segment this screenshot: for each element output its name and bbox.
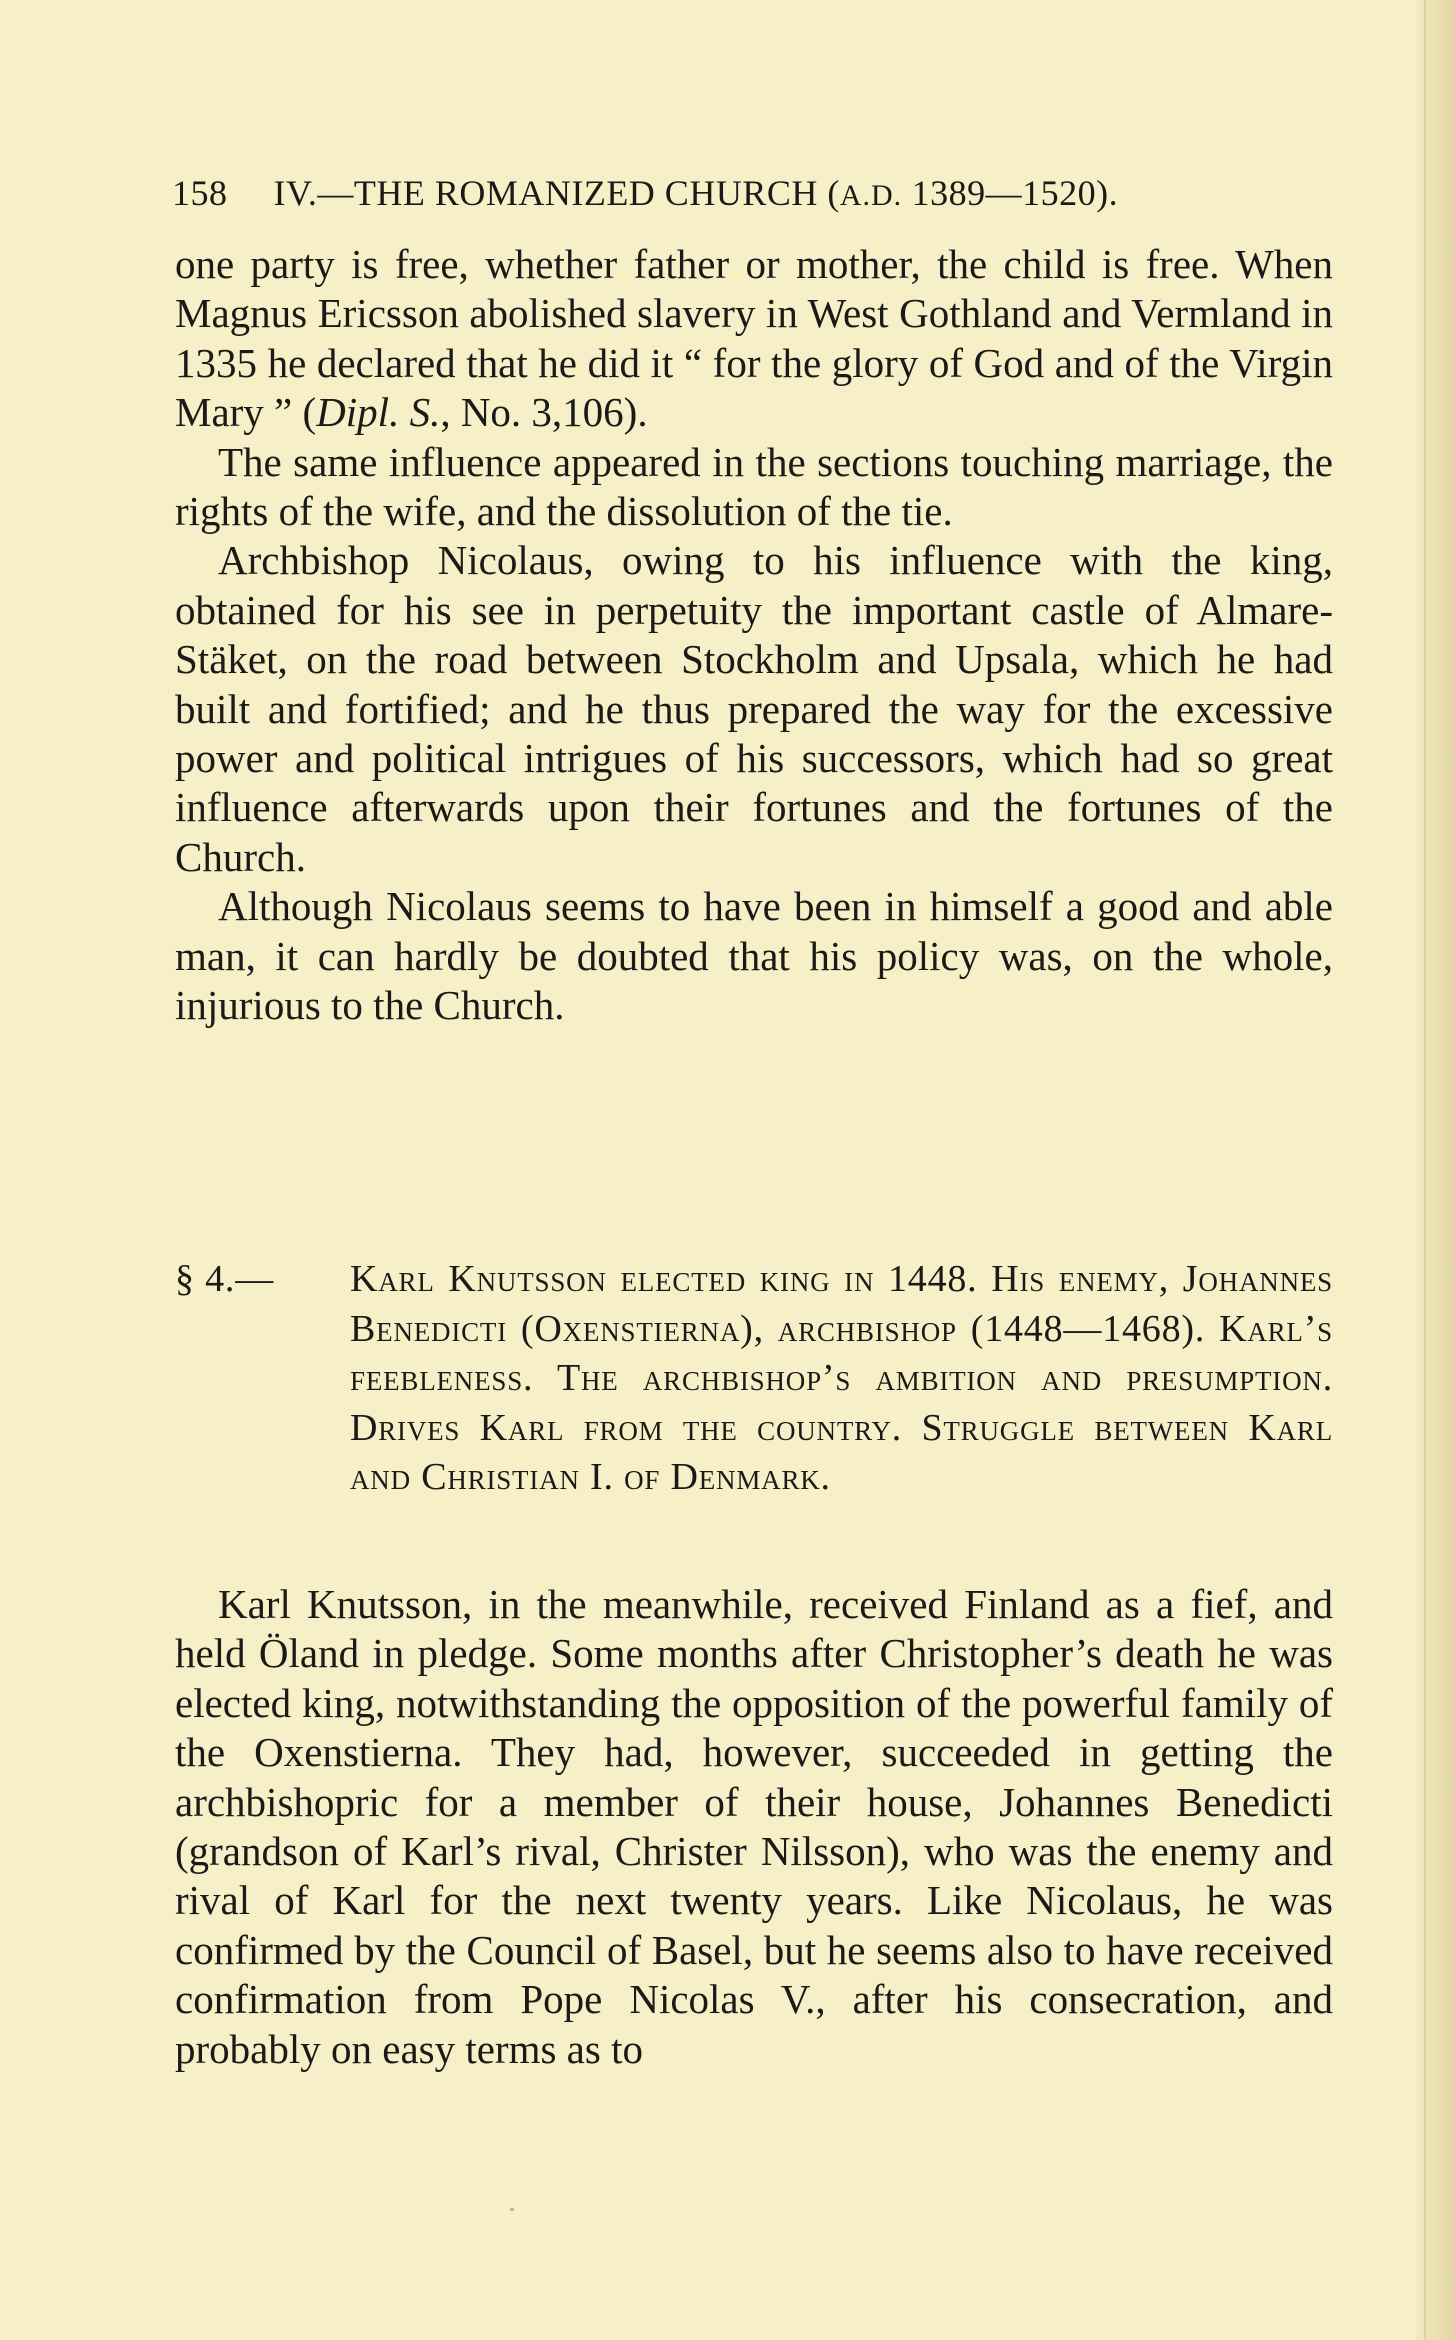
section-heading-text: Karl Knutsson elected king in 1448. His enemy, Johannes Benedicti (Oxenstierna), archbishop (1448—1468). Karl’s feebleness. The archbishop’s ambition and presumption. Drives Karl from the country. Struggle between Karl and Christian I. of Denmark. [350, 1258, 1333, 1498]
chapter-title: IV.—THE ROMANIZED CHURCH ( [273, 173, 840, 213]
paper-speck [510, 2208, 514, 2211]
paragraph-archbishop-nicolaus: Archbishop Nicolaus, owing to his influence with the king, obtained for his see in perpetuity the important castle of Almare-Stäket, on the road between Stockholm and Upsala, which he had built and fortified; and he thus prepared the way for the excessive power and political intrigues of his successors, which had so great influence afterwards upon their fortunes and the fortunes of the Church. [175, 537, 1333, 880]
citation-work: Dipl. S. [316, 389, 441, 436]
running-head [172, 172, 1332, 214]
paragraph-marriage: The same influence appeared in the sections touching marriage, the rights of the wife, and the dissolution of the tie. [175, 438, 1333, 535]
citation-ref: , No. 3,106). [440, 389, 648, 436]
page-number: 158 [172, 173, 228, 213]
chapter-years: 1389—1520). [902, 173, 1119, 213]
paragraph-karl-knutsson: Karl Knutsson, in the meanwhile, received Finland as a fief, and held Öland in pledge. Some months after Christopher’s death he was elected king, notwithstanding the opposition of the powerful family of the Oxenstierna. They had, however, succeeded in getting the archbishopric for a member of their house, Johannes Benedicti (grandson of Karl’s rival, Christer Nilsson), who was the enemy and rival of Karl for the next twenty years. Like Nicolaus, he was confirmed by the Council of Basel, but he seems also to have received confirmation from Pope Nicolas V., after his consecration, and probably on easy terms as to [175, 1581, 1333, 2072]
section-heading [175, 1255, 1333, 1503]
paragraph-policy: Although Nicolaus seems to have been in himself a good and able man, it can hardly be doubted that his policy was, on the whole, injurious to the Church. [175, 883, 1333, 1029]
paragraph-slavery-text: one party is free, whether father or mother, the child is free. When Magnus Ericsson abolished slavery in West Gothland and Vermland in 1335 he declared that he did it “ for the glory of God and of the Virgin Mary ” ( [175, 241, 1333, 436]
era-label: A.D. [839, 179, 903, 212]
paragraph-slavery [175, 240, 1333, 438]
body-text-lower [175, 1580, 1333, 2074]
page-edge [1416, 0, 1454, 2340]
section-number: § 4.— [175, 1258, 274, 1300]
body-text-upper [175, 240, 1333, 1031]
